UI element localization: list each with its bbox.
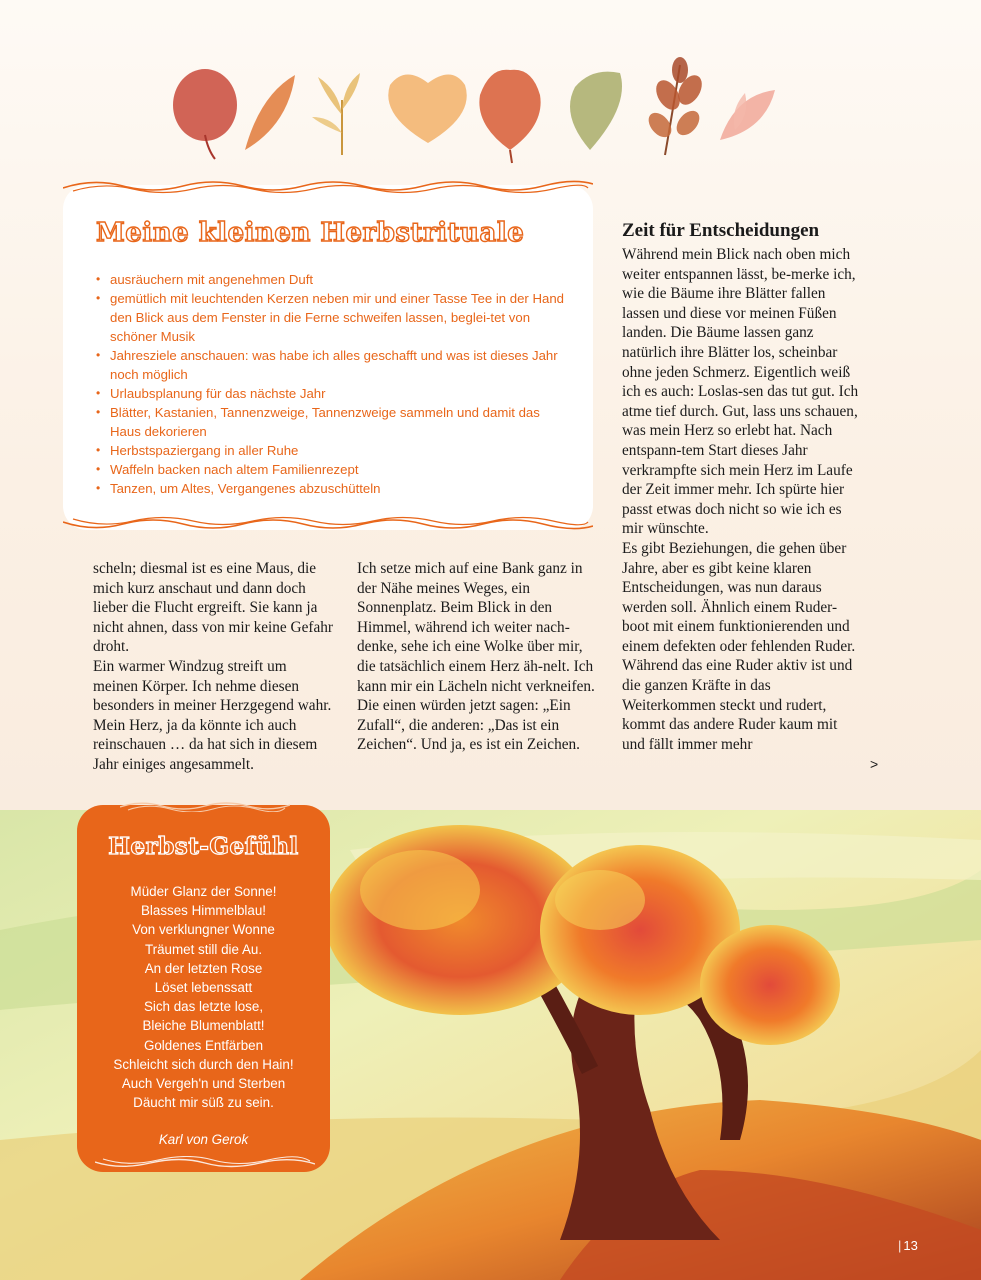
rituals-title: Meine kleinen Herbstrituale (96, 218, 525, 248)
list-item: • Tanzen, um Altes, Vergangenes abzuschütteln (96, 479, 566, 498)
article-column-2 (357, 559, 597, 755)
poem-line: Bleiche Blumenblatt! (142, 1018, 265, 1034)
poem-line: Sich das letzte lose, (143, 999, 264, 1015)
leaf-orange-slim-icon (245, 75, 295, 150)
poem-line: Löset lebenssatt (154, 980, 253, 996)
autumn-leaves-illustration (160, 55, 800, 170)
article-column-3 (622, 218, 862, 754)
poem-line: Träumet still die Au. (144, 941, 263, 957)
section-heading: Zeit für Entscheidungen (622, 220, 820, 241)
poem-line: An der letzten Rose (144, 960, 263, 976)
poem-line: Müder Glanz der Sonne! (130, 884, 277, 899)
paragraph: Ein warmer Windzug streift um meinen Körper. Ich nehme diesen besonders in meiner Herzgegend wahr. Mein Herz, ja da könnte ich auch reinschauen … da hat sich in diesem Jahr einiges angesammelt. (93, 657, 332, 773)
page-number-value: 13 (903, 1238, 918, 1253)
poem-bottom-wave-border (95, 1156, 315, 1172)
paragraph: Während mein Blick nach oben mich weiter entspannen lässt, be-merke ich, wie die Bäume ihre Blätter fallen lassen und diese vor meinen Füßen landen. Die Bäume lassen ganz natürlich ihre Blätter los, scheinbar ohne jeden Schmerz. Eigentlich weiß ich es auch: Loslas-sen das tut gut. Ich atme tief durch. Gut, lass uns schauen, was mein Herz so erlebt hat. Nach entspann-tem Start dieses Jahr verkrampfte sich mein Herz im Laufe der Zeit immer mehr. Ich spürte hier passt etwas doch nicht so wie ich es mir wünschte. (622, 246, 859, 538)
poem-line: Auch Vergeh'n und Sterben (121, 1076, 286, 1092)
list-item: • Herbstspaziergang in aller Ruhe (96, 441, 566, 460)
leaf-rust-round-icon (479, 70, 540, 163)
paragraph: scheln; diesmal ist es eine Maus, die mich kurz anschaut und dann doch lieber die Flucht ergreift. Sie kann ja nicht ahnen, dass von mir keine Gefahr droht. (93, 560, 333, 656)
list-item: • Waffeln backen nach altem Familienrezept (96, 460, 566, 479)
page-number: | 13 (898, 1238, 918, 1253)
poem-line: Däucht mir süß zu sein. (133, 1095, 274, 1111)
leaf-red-round-icon (173, 69, 237, 159)
poem-author: Karl von Gerok (158, 1132, 249, 1148)
continue-arrow-icon: > (870, 756, 879, 772)
leaf-green-icon (570, 72, 622, 150)
poem-top-wave-border (120, 798, 290, 812)
poem-line: Blasses Himmelblau! (140, 903, 267, 919)
poem-line: Schleicht sich durch den Hain! (113, 1056, 294, 1072)
list-item: • Urlaubsplanung für das nächste Jahr (96, 384, 566, 403)
paragraph: Ich setze mich auf eine Bank ganz in der Nähe meines Weges, ein Sonnenplatz. Beim Blick in den Himmel, während ich weiter nach-denke, sehe ich eine Wolke über mir, die tatsächlich einem Herz äh-nelt. Ich kann mir ein Lächeln nicht verkneifen. Die einen würden jetzt sagen: „Ein Zufall“, die anderen: „Das ist ein Zeichen“. Und ja, es ist ein Zeichen. (357, 560, 595, 754)
leaf-brown-branch-icon (644, 57, 707, 155)
poem-title: Herbst-Gefühl (108, 833, 299, 860)
leaf-pink-icon (720, 90, 775, 140)
list-item: • Blätter, Kastanien, Tannenzweige, Tannenzweige sammeln und damit das Haus dekorieren (96, 403, 566, 441)
list-item: • Jahresziele anschauen: was habe ich alles geschafft und was ist dieses Jahr noch möglich (96, 346, 566, 384)
leaf-peach-heart-icon (388, 74, 466, 143)
list-item: • gemütlich mit leuchtenden Kerzen neben mir und einer Tasse Tee in der Hand den Blick aus dem Fenster in die Ferne schweifen lassen, beglei-tet von schöner Musik (96, 289, 566, 346)
rituals-top-wave-border (63, 176, 593, 194)
rituals-bottom-wave-border (63, 516, 593, 534)
rituals-list (96, 270, 566, 498)
poem-box (77, 805, 330, 1172)
poem-line: Goldenes Entfärben (143, 1037, 264, 1053)
poem-line: Von verklungner Wonne (132, 922, 275, 938)
leaf-yellow-sprig-icon (312, 73, 360, 155)
list-item: • ausräuchern mit angenehmen Duft (96, 270, 566, 289)
article-column-1 (93, 559, 333, 775)
paragraph: Es gibt Beziehungen, die gehen über Jahre, aber es gibt keine klaren Entscheidungen, was nun daraus werden soll. Ähnlich einem Ruder-boot mit einem funktionierenden und einem defekten oder fehlenden Ruder. Während das eine Ruder aktiv ist und die ganzen Kräfte in das Weiterkommen steckt und rudert, kommt das andere Ruder kaum mit und fällt immer mehr (622, 539, 856, 753)
poem-lines (77, 882, 330, 1112)
